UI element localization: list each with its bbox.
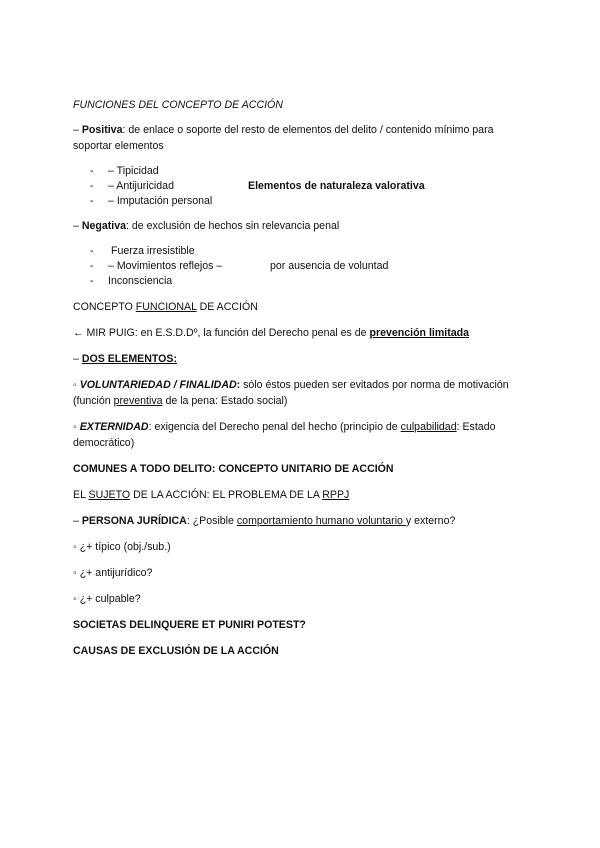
list-item	[73, 273, 533, 288]
label-voluntariedad: VOLUNTARIEDAD / FINALIDAD	[79, 379, 237, 391]
paragraph-negativa	[73, 218, 533, 234]
label-dos-elementos: DOS ELEMENTOS:	[81, 353, 178, 365]
negativa-list	[73, 243, 533, 288]
list-item-text: Fuerza irresistible	[111, 245, 195, 257]
note-ausencia-voluntad: por ausencia de voluntad	[270, 260, 389, 272]
question-culpable: ◦ ¿+ culpable?	[73, 593, 141, 605]
list-item-text: – Imputación personal	[108, 195, 213, 207]
document-page	[73, 97, 533, 659]
list-marker: -	[90, 260, 94, 272]
list-item	[73, 193, 533, 208]
heading-comunes: COMUNES A TODO DELITO: CONCEPTO UNITARIO DE ACCIÓN	[73, 463, 394, 475]
list-marker: -	[90, 195, 94, 207]
externidad-text-end: : Estado democrático)	[73, 421, 496, 449]
paragraph-mir-puig	[73, 325, 533, 341]
heading-text: DE LA ACCIÓN: EL PROBLEMA DE LA	[130, 489, 323, 501]
text-negativa: : de exclusión de hechos sin relevancia penal	[126, 220, 340, 232]
paragraph-persona-juridica	[73, 513, 533, 529]
externidad-text: : exigencia del Derecho penal del hecho (principio de	[148, 421, 401, 433]
persona-text: : ¿Posible	[186, 515, 237, 527]
dash-prefix: –	[73, 515, 82, 527]
label-colon: :	[236, 379, 241, 391]
list-marker: -	[90, 180, 94, 192]
bullet-prefix: ◦	[73, 379, 80, 391]
heading-societas: SOCIETAS DELINQUERE ET PUNIRI POTEST?	[73, 619, 306, 631]
question-tipico: ◦ ¿+ típico (obj./sub.)	[73, 541, 171, 553]
heading-text: CONCEPTO	[73, 301, 136, 313]
paragraph-positiva	[73, 122, 533, 154]
question-antijuridico: ◦ ¿+ antijurídico?	[73, 567, 153, 579]
list-item-text: Inconsciencia	[108, 275, 173, 287]
paragraph-voluntariedad	[73, 377, 533, 409]
heading-causas-exclusion: CAUSAS DE EXCLUSIÓN DE LA ACCIÓN	[73, 645, 279, 657]
list-marker: -	[90, 245, 94, 257]
list-item	[73, 178, 533, 193]
mir-puig-text: ← MIR PUIG: en E.S.D.Dº, la función del Derecho penal es de	[73, 327, 370, 339]
label-positiva: Positiva	[81, 124, 123, 136]
bullet-prefix: ◦	[73, 421, 80, 433]
list-marker: -	[90, 165, 94, 177]
underlined-culpabilidad: culpabilidad	[400, 421, 457, 433]
label-externidad: EXTERNIDAD	[79, 421, 149, 433]
note-naturaleza-valorativa: Elementos de naturaleza valorativa	[248, 180, 425, 192]
heading-funciones: FUNCIONES DEL CONCEPTO DE ACCIÓN	[73, 99, 283, 111]
heading-sujeto	[73, 487, 533, 503]
heading-underlined: FUNCIONAL	[135, 301, 197, 313]
heading-text: DE ACCIÓN	[196, 301, 258, 313]
list-item-text: – Movimientos reflejos –	[108, 260, 223, 272]
label-persona-juridica: PERSONA JURÍDICA	[81, 515, 187, 527]
positiva-list	[73, 163, 533, 208]
paragraph-dos-elementos	[73, 351, 533, 367]
list-item	[73, 243, 533, 258]
prevencion-limitada: prevención limitada	[369, 327, 470, 339]
list-marker: -	[90, 275, 94, 287]
list-item	[73, 258, 533, 273]
heading-text: EL	[73, 489, 89, 501]
list-item-text: – Antijuricidad	[108, 180, 174, 192]
heading-concepto-funcional	[73, 299, 533, 315]
dash-prefix: –	[73, 124, 82, 136]
dash-prefix: –	[73, 220, 82, 232]
dash-prefix: –	[73, 353, 82, 365]
list-item-text: – Tipicidad	[108, 165, 159, 177]
underlined-sujeto: SUJETO	[88, 489, 131, 501]
underlined-comportamiento: comportamiento humano voluntario	[236, 515, 406, 527]
list-item	[73, 163, 533, 178]
underlined-preventiva: preventiva	[113, 395, 163, 407]
voluntariedad-text: sólo éstos pueden ser evitados por norma de motivación (función	[73, 379, 509, 407]
label-negativa: Negativa	[81, 220, 127, 232]
persona-text-end: y externo?	[405, 515, 456, 527]
underlined-rppj: RPPJ	[322, 489, 350, 501]
voluntariedad-text-end: de la pena: Estado social)	[162, 395, 288, 407]
text-positiva: : de enlace o soporte del resto de elementos del delito / contenido mínimo para soportar elementos	[73, 124, 494, 152]
paragraph-externidad	[73, 419, 533, 451]
